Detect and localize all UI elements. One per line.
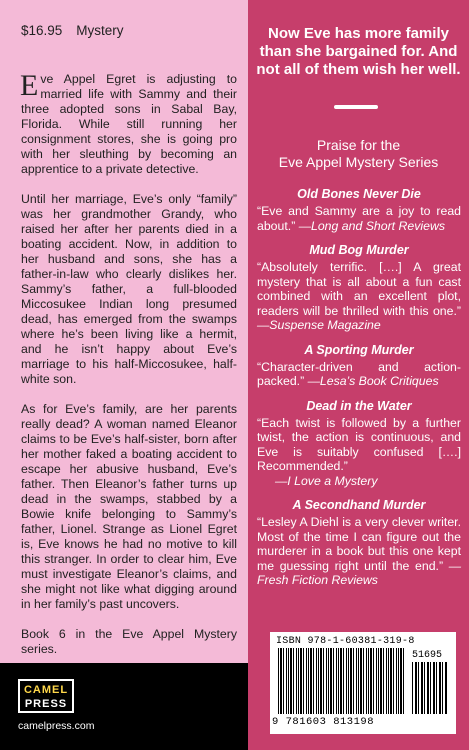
review-book-title: A Secondhand Murder (292, 498, 426, 512)
review-source: —Suspense Magazine (257, 318, 381, 332)
review-quote: “Each twist is followed by a further twist, the action is continuous, and Eve is suitably confused [….] Recommended.” —I Love a Mystery (257, 415, 461, 488)
review-item (257, 243, 461, 333)
tagline: Now Eve has more family than she bargained for. And not all of them wish her well. (256, 25, 461, 78)
review-book-title: Mud Bog Murder (309, 243, 409, 257)
review-source: —Long and Short Reviews (298, 218, 445, 233)
review-source: —I Love a Mystery (275, 473, 378, 488)
review-book-title: A Sporting Murder (304, 342, 414, 357)
review-item (257, 399, 461, 489)
review-book-title: Dead in the Water (306, 398, 412, 413)
barcode-bars (278, 648, 406, 714)
review-quote: “Character-driven and action-packed.” —Lesa’s Book Critiques (257, 359, 461, 388)
divider (334, 105, 378, 109)
description-paragraph-3: As for Eve’s family, are her parents really dead? A woman named Eleanor claims to be Eve’s half-sister, born after her mother faked a boating accident to escape her abusive husband, Eve’s father. Then Eleanor’s father turns up dead in the swamps, stabbed by a Bowie knife belonging to Sammy’s father, Lionel. Strange as Lionel Egret is, Eve knows he had no motive to kill this stranger. In order to clear him, Eve must investigate Eleanor’s claims, and she might not like what digging around in her family’s past uncovers. (21, 402, 237, 611)
publisher-url: camelpress.com (18, 720, 95, 732)
price-code: 51695 (412, 650, 443, 661)
book-description (20, 69, 237, 672)
review-quote: “Absolutely terrific. [….] A great mystery that is all about a fun cast combined with an excellent plot, readers will be thrilled with this one.” —Suspense Magazine (257, 260, 461, 332)
series-note: Book 6 in the Eve Appel Mystery series. (21, 627, 237, 656)
review-book-title: Old Bones Never Die (297, 187, 421, 201)
description-paragraph-1: Eve Appel Egret is adjusting to married life with Sammy and their three adopted sons in Sabal Bay, Florida. While still running her consignment stores, she is going pro with her sleuthing by becoming an apprentice to a private detective. (20, 69, 237, 176)
review-item (257, 187, 461, 233)
genre: Mystery (76, 23, 124, 38)
review-source: —Lesa’s Book Critiques (307, 374, 439, 388)
review-quote: “Eve and Sammy are a joy to read about.” —Long and Short Reviews (257, 204, 461, 233)
publisher-bar (0, 663, 248, 750)
description-paragraph-2: Until her marriage, Eve’s only “family” was her grandmother Grandy, who raised her after her parents died in a boating accident. Now, in addition to her husband and sons, she has a father-in-law who clearly dislikes her. Sammy’s father, a full-blooded Miccosukee Indian long presumed dead, has emerged from the swamps where he’s been living like a hermit, and he isn’t happy about Eve’s marriage to his half-Miccosukee, half-white son. (21, 192, 237, 386)
publisher-logo: CAMEL PRESS (18, 679, 74, 713)
review-item (257, 343, 461, 389)
price: $16.95 (21, 23, 63, 38)
ean-digits: 9 781603 813198 (272, 716, 375, 728)
review-list (257, 187, 461, 598)
review-quote: “Lesley A Diehl is a very clever writer. Most of the time I can figure out the murderer in a book but this one kept me guessing right until the end.” —Fresh Fiction Reviews (257, 515, 461, 587)
isbn-barcode (270, 632, 456, 734)
price-genre-line (21, 23, 124, 38)
price-barcode-bars (412, 662, 448, 714)
review-item (257, 498, 461, 588)
drop-cap: E (20, 69, 39, 102)
review-source: —Fresh Fiction Reviews (257, 558, 461, 587)
isbn-number: ISBN 978-1-60381-319-8 (276, 636, 415, 647)
praise-heading: Praise for the Eve Appel Mystery Series (278, 137, 439, 170)
